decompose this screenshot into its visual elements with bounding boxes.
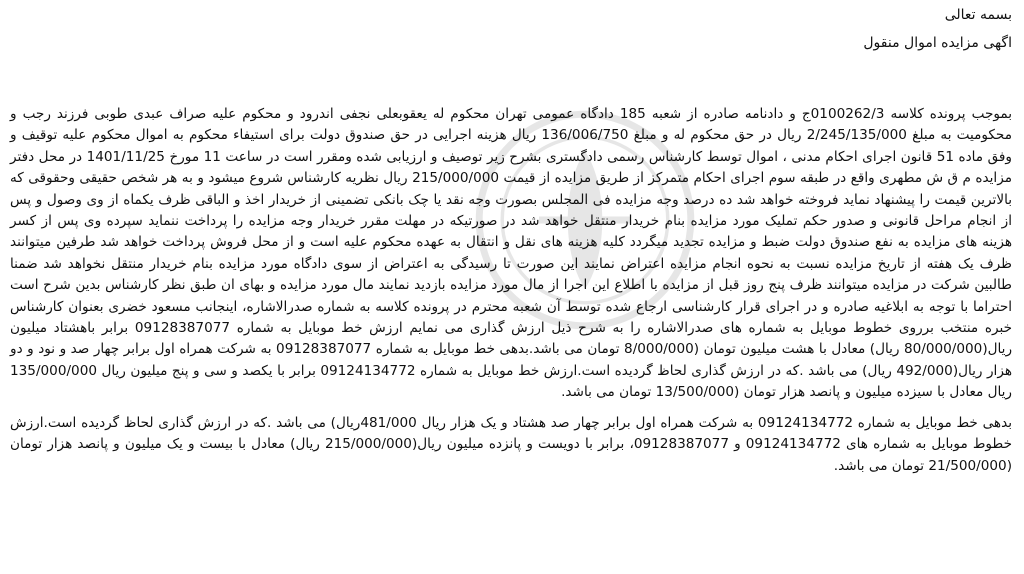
- notice-title: اگهی مزایده اموال منقول: [863, 35, 1012, 51]
- notice-paragraph-main: بموجب پرونده کلاسه 0100262/3ج و دادنامه صادره از شعبه 185 دادگاه عمومی تهران محکوم له یعقوبعلی نجفی اندرود و محکوم علیه صراف عبدی طوبی فرزند رجب و محکومیت به مبلغ 2/245/135/000 ریال در حق محکوم له و مبلغ 136/006/750 ریال هزینه اجرایی در حق صندوق دولت برای استیفاء محکوم به اموال محکوم علیه توقیف و وفق ماده 51 قانون اجرای احکام مدنی ، اموال توسط کارشناس رسمی دادگستری بشرح زیر توصیف و ارزیابی شده ومقرر است در ساعت 11 مورخ 1401/11/25 در محل دفتر مزایده م ق ش مطهری واقع در طبقه سوم اجرای احکام متمرکز از طریق مزایده از قیمت 215/000/000 ریال نظریه کارشناس شروع میشود و به هر شخص حقیقی وحقوقی که بالاترین قیمت را پیشنهاد نماید فروخته خواهد شد ده درصد وجه مزایده فی المجلس بصورت وجه نقد یا چک بانکی تضمینی از خریدار اخذ و الباقی ظرف یکماه از وی وصول و پس از انجام مراحل قانونی و صدور حکم تملیک مورد مزایده بنام خریدار منتقل خواهد شد در صورتیکه در مهلت مقرر خریدار وجه مزایده را پرداخت ننماید سپرده وی پس از کسر هزینه های مزایده به نفع صندوق دولت ضبط و مزایده تجدید میگردد کلیه هزینه های نقل و انتقال به عهده محکوم علیه است و از محل فروش پرداخت خواهد شد طرفین میتوانند ظرف یک هفته از تاریخ مزایده نسبت به نحوه انجام مزایده اعتراض نمایند این صورت تا رسیدگی به اعتراض از سوی دادگاه مورد مزایده بنام خریدار منتقل نخواهد شد ضمنا طالبین شرکت در مزایده میتوانند ظرف پنج روز قبل از مزایده با اطلاع این اجرا از مال مورد مزایده بازدید نمایند مال مورد مزایده و بهای ان طبق نظر کارشناس بدین شرح است احتراما با توجه به ابلاغیه صادره و در اجرای قرار کارشناسی ارجاع شده توسط آن شعبه محترم در پرونده کلاسه به شماره صدرالاشاره، اینجانب مسعود خضری بعنوان کارشناس خبره منتخب برروی خطوط موبایل به شماره های صدرالاشاره را به شرح ذیل ارزش گذاری می نمایم ارزش خط موبایل به شماره 09128387077 برابر باهشتاد میلیون ریال(80/000/000 ریال) معادل با هشت میلیون تومان (8/000/000 تومان می باشد.بدهی خط موبایل به شماره 09128387077 به شرکت همراه اول برابر چهار صد و نود و دو هزار ریال(492/000 ریال) می باشد .که در ارزش گذاری لحاظ گردیده است.ارزش خط موبایل به شماره 09124134772 برابر با یکصد و سی و پنج میلیون ریال 135/000/000 ریال معادل با سیزده میلیون و پانصد هزار تومان (13/500/000 تومان می باشد.: [10, 106, 1013, 401]
- notice-paragraph-debt: بدهی خط موبایل به شماره 09124134772 به شرکت همراه اول برابر چهار صد هشتاد و یک هزار ریال 481/000ریال) می باشد .که در ارزش گذاری لحاظ گردیده است.ارزش خطوط موبایل به شماره های 09124134772 و 09128387077، برابر با دویست و پانزده میلیون ریال(215/000/000 ریال) معادل با بیست و یک میلیون و پانصد هزار تومان (21/500/000 تومان می باشد.: [10, 414, 1012, 474]
- notice-body: [10, 104, 1012, 477]
- notice-header: [863, 4, 1012, 54]
- invocation-heading: بسمه تعالی: [944, 7, 1012, 23]
